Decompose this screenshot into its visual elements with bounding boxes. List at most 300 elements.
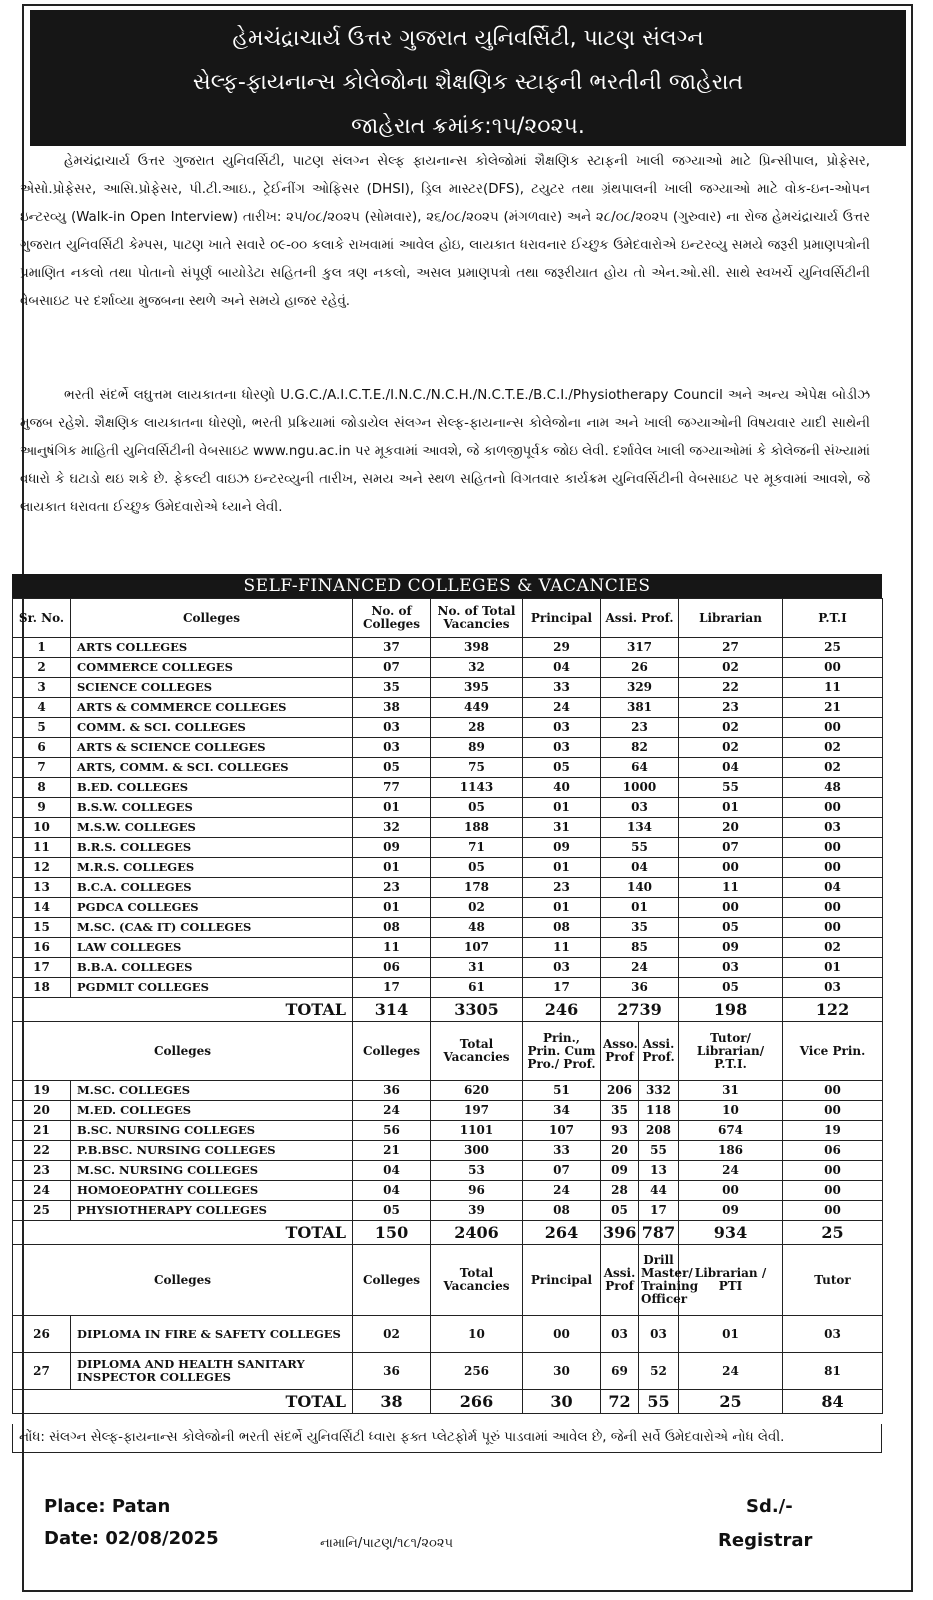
notice-title: સેલ્ફ-ફાયનાન્સ કોલેજોના શૈક્ષણિક સ્ટાફની ભરતીની જાહેરાત <box>192 70 744 95</box>
column-header: Assi. Prof. <box>639 1022 679 1081</box>
date: Date: 02/08/2025 <box>44 1528 219 1549</box>
table-cell: 6 <box>13 738 71 758</box>
table-cell: 02 <box>679 738 783 758</box>
column-header: Tutor/ Librarian/ P.T.I. <box>679 1022 783 1081</box>
college-name: ARTS & SCIENCE COLLEGES <box>71 738 353 758</box>
total-value: 72 <box>601 1390 639 1414</box>
college-name: M.R.S. COLLEGES <box>71 858 353 878</box>
table-cell: 36 <box>601 978 679 998</box>
table-cell: 01 <box>679 1316 783 1353</box>
table-cell: 23 <box>353 878 431 898</box>
college-name: HOMOEOPATHY COLLEGES <box>71 1181 353 1201</box>
table-cell: 17 <box>639 1201 679 1221</box>
table-cell: 24 <box>679 1161 783 1181</box>
table-cell: 13 <box>13 878 71 898</box>
vacancy-table-wrapper <box>12 574 882 1414</box>
reference-number: નામાનિ/પાટણ/૧૮૧/૨૦૨૫ <box>320 1536 454 1551</box>
table-cell: 02 <box>679 718 783 738</box>
table-cell: 2 <box>13 658 71 678</box>
table-cell: 01 <box>783 958 883 978</box>
table-cell: 28 <box>431 718 523 738</box>
table-cell: 30 <box>523 1353 601 1390</box>
table-cell: 24 <box>601 958 679 978</box>
table-cell: 08 <box>353 918 431 938</box>
table-cell: 25 <box>783 638 883 658</box>
table-cell: 03 <box>783 818 883 838</box>
table-cell: 00 <box>679 898 783 918</box>
total-value: 2739 <box>601 998 679 1022</box>
table-cell: 20 <box>601 1141 639 1161</box>
table-cell: 11 <box>679 878 783 898</box>
table-cell: 34 <box>523 1101 601 1121</box>
total-value: 264 <box>523 1221 601 1245</box>
table-cell: 24 <box>679 1353 783 1390</box>
college-name: B.S.W. COLLEGES <box>71 798 353 818</box>
column-header: Colleges <box>13 1022 353 1081</box>
table-row <box>13 1316 883 1353</box>
place: Place: Patan <box>44 1496 171 1517</box>
table-cell: 71 <box>431 838 523 858</box>
college-name: DIPLOMA AND HEALTH SANITARY INSPECTOR COLLEGES <box>71 1353 353 1390</box>
table-cell: 10 <box>679 1101 783 1121</box>
table-cell: 02 <box>783 758 883 778</box>
college-name: B.SC. NURSING COLLEGES <box>71 1121 353 1141</box>
table-row <box>13 1121 883 1141</box>
table-cell: 00 <box>783 658 883 678</box>
table-cell: 4 <box>13 698 71 718</box>
table-cell: 93 <box>601 1121 639 1141</box>
table-cell: 05 <box>431 798 523 818</box>
column-header: Tutor <box>783 1245 883 1316</box>
college-name: B.ED. COLLEGES <box>71 778 353 798</box>
table-cell: 27 <box>13 1353 71 1390</box>
table-cell: 09 <box>523 838 601 858</box>
college-name: ARTS COLLEGES <box>71 638 353 658</box>
table-cell: 55 <box>639 1141 679 1161</box>
table-row <box>13 958 883 978</box>
table-cell: 449 <box>431 698 523 718</box>
table-cell: 395 <box>431 678 523 698</box>
column-header: Principal <box>523 1245 601 1316</box>
registrar: Registrar <box>718 1530 813 1551</box>
table-cell: 33 <box>523 1141 601 1161</box>
table-row <box>13 698 883 718</box>
college-name: B.C.A. COLLEGES <box>71 878 353 898</box>
college-name: PGDMLT COLLEGES <box>71 978 353 998</box>
table-row <box>13 1101 883 1121</box>
table-cell: 89 <box>431 738 523 758</box>
total-value: 25 <box>679 1390 783 1414</box>
table-cell: 8 <box>13 778 71 798</box>
table-cell: 29 <box>523 638 601 658</box>
table-cell: 14 <box>13 898 71 918</box>
table-cell: 17 <box>353 978 431 998</box>
table-row <box>13 1161 883 1181</box>
table-cell: 02 <box>431 898 523 918</box>
table-cell: 03 <box>523 958 601 978</box>
header-banner <box>30 10 906 146</box>
table-cell: 05 <box>523 758 601 778</box>
table-row <box>13 638 883 658</box>
table-cell: 07 <box>679 838 783 858</box>
advertisement-number: જાહેરાત ક્રમાંક:૧૫/૨૦૨૫. <box>351 114 585 139</box>
table-cell: 01 <box>523 858 601 878</box>
table-cell: 31 <box>679 1081 783 1101</box>
column-header: Librarian / PTI <box>679 1245 783 1316</box>
table-cell: 01 <box>523 898 601 918</box>
table-cell: 24 <box>523 1181 601 1201</box>
table-cell: 09 <box>679 1201 783 1221</box>
column-header: Vice Prin. <box>783 1022 883 1081</box>
column-header: No. of Colleges <box>353 599 431 638</box>
table-cell: 01 <box>523 798 601 818</box>
table-row <box>13 1353 883 1390</box>
table-cell: 1101 <box>431 1121 523 1141</box>
table-row <box>13 678 883 698</box>
college-name: COMMERCE COLLEGES <box>71 658 353 678</box>
table-cell: 24 <box>523 698 601 718</box>
table-cell: 05 <box>601 1201 639 1221</box>
table-cell: 18 <box>13 978 71 998</box>
table-cell: 05 <box>431 858 523 878</box>
total-value: 150 <box>353 1221 431 1245</box>
table-cell: 00 <box>783 718 883 738</box>
table-cell: 27 <box>679 638 783 658</box>
table-cell: 188 <box>431 818 523 838</box>
table-cell: 22 <box>13 1141 71 1161</box>
table-cell: 04 <box>353 1161 431 1181</box>
table-cell: 06 <box>353 958 431 978</box>
table-cell: 01 <box>601 898 679 918</box>
college-name: PGDCA COLLEGES <box>71 898 353 918</box>
college-name: DIPLOMA IN FIRE & SAFETY COLLEGES <box>71 1316 353 1353</box>
table-cell: 7 <box>13 758 71 778</box>
table-cell: 01 <box>353 798 431 818</box>
table-row <box>13 1201 883 1221</box>
total-value: 198 <box>679 998 783 1022</box>
table-cell: 24 <box>353 1101 431 1121</box>
table-cell: 02 <box>353 1316 431 1353</box>
column-header: Colleges <box>71 599 353 638</box>
table-cell: 01 <box>679 798 783 818</box>
table-cell: 208 <box>639 1121 679 1141</box>
column-header: Principal <box>523 599 601 638</box>
table-cell: 381 <box>601 698 679 718</box>
table-cell: 32 <box>431 658 523 678</box>
table-cell: 00 <box>783 1201 883 1221</box>
table-cell: 96 <box>431 1181 523 1201</box>
table-cell: 107 <box>431 938 523 958</box>
table-cell: 19 <box>13 1081 71 1101</box>
college-name: M.ED. COLLEGES <box>71 1101 353 1121</box>
table-row <box>13 858 883 878</box>
table-cell: 11 <box>13 838 71 858</box>
table-cell: 06 <box>783 1141 883 1161</box>
table-cell: 23 <box>679 698 783 718</box>
table-cell: 03 <box>783 1316 883 1353</box>
table-cell: 64 <box>601 758 679 778</box>
total-value: 396 <box>601 1221 639 1245</box>
college-name: M.SC. (CA& IT) COLLEGES <box>71 918 353 938</box>
table-cell: 22 <box>679 678 783 698</box>
university-title: હેમચંદ્રાચાર્ય ઉત્તર ગુજરાત યુનિવર્સિટી, પાટણ સંલગ્ન <box>232 26 704 51</box>
table-cell: 24 <box>13 1181 71 1201</box>
table-cell: 17 <box>523 978 601 998</box>
table-cell: 3 <box>13 678 71 698</box>
table-cell: 31 <box>431 958 523 978</box>
table-cell: 256 <box>431 1353 523 1390</box>
table-cell: 16 <box>13 938 71 958</box>
table-row <box>13 778 883 798</box>
column-header: Sr. No. <box>13 599 71 638</box>
table-cell: 05 <box>353 1201 431 1221</box>
table-cell: 61 <box>431 978 523 998</box>
table-cell: 03 <box>353 718 431 738</box>
table-cell: 00 <box>783 898 883 918</box>
table-cell: 1143 <box>431 778 523 798</box>
table-row <box>13 1181 883 1201</box>
table-row <box>13 1081 883 1101</box>
table-cell: 11 <box>523 938 601 958</box>
table-cell: 620 <box>431 1081 523 1101</box>
table-cell: 00 <box>783 1081 883 1101</box>
table-cell: 178 <box>431 878 523 898</box>
intro-paragraph: હેમચંદ્રાચાર્ય ઉત્તર ગુજરાત યુનિવર્સિટી, પાટણ સંલગ્ન સેલ્ફ ફાયનાન્સ કોલેજોમાં શૈક્ષણિક સ્ટાફની ખાલી જગ્યાઓ માટે પ્રિન્સીપાલ, પ્રોફેસર, એસો.પ્રોફેસર, આસિ.પ્રોફેસર, પી.ટી.આઇ., ટ્રેઈનીંગ ઓફિસર (DHSI), ડ્રિલ માસ્ટર(DFS), ટયુટર તથા ગ્રંથપાલની ખાલી જગ્યાઓ માટે વોક-ઇન-ઓપન ઇન્ટરવ્યુ (Walk-in Open Interview) તારીખ: ૨૫/૦૮/૨૦૨૫ (સોમવાર), ૨૬/૦૮/૨૦૨૫ (મંગળવાર) અને ૨૮/૦૮/૨૦૨૫ (ગુરુવાર) ના રોજ હેમચંદ્રાચાર્ય ઉત્તર ગુજરાત યુનિવર્સિટી કેમ્પસ, પાટણ ખાતે સવારે ૦૯-૦૦ કલાકે રાખવામાં આવેલ હોઇ, લાયકાત ધરાવનાર ઈચ્છુક ઉમેદવારોએ ઇન્ટરવ્યુ સમયે જરૂરી પ્રમાણપત્રોની પ્રમાણિત નકલો તથા પોતાનો સંપૂર્ણ બાયોડેટા સહિતની કુલ ત્રણ નકલો, અસલ પ્રમાણપત્રો તથા જરૂરીયાત હોય તો એન.ઓ.સી. સાથે સ્વખર્ચે યુનિવર્સિટીની વેબસાઇટ પર દર્શાવ્યા મુજબના સ્થળે અને સમયે હાજર રહેવું. <box>20 154 870 309</box>
table-cell: 44 <box>639 1181 679 1201</box>
table-header-row <box>13 1022 883 1081</box>
table-cell: 329 <box>601 678 679 698</box>
table-cell: 53 <box>431 1161 523 1181</box>
table-cell: 31 <box>523 818 601 838</box>
table-cell: 09 <box>601 1161 639 1181</box>
college-name: ARTS, COMM. & SCI. COLLEGES <box>71 758 353 778</box>
table-cell: 38 <box>353 698 431 718</box>
college-name: M.SC. NURSING COLLEGES <box>71 1161 353 1181</box>
table-cell: 05 <box>679 978 783 998</box>
table-row <box>13 758 883 778</box>
table-cell: 20 <box>679 818 783 838</box>
table-cell: 19 <box>783 1121 883 1141</box>
table-cell: 5 <box>13 718 71 738</box>
table-cell: 52 <box>639 1353 679 1390</box>
table-cell: 05 <box>353 758 431 778</box>
total-row <box>13 1221 883 1245</box>
table-cell: 00 <box>783 858 883 878</box>
table-cell: 00 <box>783 1101 883 1121</box>
total-value: 314 <box>353 998 431 1022</box>
college-name: B.R.S. COLLEGES <box>71 838 353 858</box>
table-cell: 26 <box>601 658 679 678</box>
table-cell: 69 <box>601 1353 639 1390</box>
table-cell: 00 <box>783 918 883 938</box>
total-value: 122 <box>783 998 883 1022</box>
table-cell: 48 <box>431 918 523 938</box>
table-row <box>13 978 883 998</box>
eligibility-paragraph: ભરતી સંદર્ભે લઘુત્તમ લાયકાતના ધોરણો U.G.C./A.I.C.T.E./I.N.C./N.C.H./N.C.T.E./B.C.I./Physiotherapy Council અને અન્ય એપેક્ષ બોડીઝ મુજબ રહેશે. શૈક્ષણિક લાયકાતના ધોરણો, ભરતી પ્રક્રિયામાં જોડાયેલ સંલગ્ન સેલ્ફ-ફાયનાન્સ કોલેજોના નામ અને ખાલી જગ્યાઓની વિષયવાર યાદી સાથેની આનુષંગિક માહિતી યુનિવર્સિટીની વેબસાઇટ www.ngu.ac.in પર મૂકવામાં આવશે, જે કાળજીપૂર્વક જોઇ લેવી. દર્શાવેલ ખાલી જગ્યાઓમાં કે કોલેજની સંખ્યામાં વધારો કે ઘટાડો થઇ શકે છે. ફેકલ્ટી વાઇઝ ઇન્ટરવ્યુની તારીખ, સમય અને સ્થળ સહિતનો વિગતવાર કાર્યક્રમ યુનિવર્સિટીની વેબસાઇટ પર મૂકવામાં આવશે, જે લાયકાત ધરાવતા ઈચ્છુક ઉમેદવારોએ ધ્યાને લેવી. <box>20 388 870 515</box>
table-cell: 40 <box>523 778 601 798</box>
table-cell: 82 <box>601 738 679 758</box>
column-header: Total Vacancies <box>431 1245 523 1316</box>
total-value: 934 <box>679 1221 783 1245</box>
total-value: 84 <box>783 1390 883 1414</box>
signature: Sd./- <box>746 1496 793 1517</box>
vacancy-table <box>12 598 883 1414</box>
column-header: Drill Master/ Training Officer <box>639 1245 679 1316</box>
table-cell: 02 <box>679 658 783 678</box>
column-header: Colleges <box>353 1022 431 1081</box>
table-cell: 03 <box>679 958 783 978</box>
table-title: SELF-FINANCED COLLEGES & VACANCIES <box>12 574 882 598</box>
note: નોંધ: સંલગ્ન સેલ્ફ-ફાયનાન્સ કોલેજોની ભરતી સંદર્ભે યુનિવર્સિટી ધ્વારા ફક્ત પ્લેટફોર્મ પૂરું પાડવામાં આવેલ છે, જેની સર્વે ઉમેદવારોએ નોધ લેવી. <box>12 1424 882 1453</box>
college-name: SCIENCE COLLEGES <box>71 678 353 698</box>
table-cell: 08 <box>523 918 601 938</box>
table-cell: 21 <box>783 698 883 718</box>
table-cell: 03 <box>523 718 601 738</box>
table-header-row <box>13 1245 883 1316</box>
table-cell: 85 <box>601 938 679 958</box>
table-cell: 35 <box>353 678 431 698</box>
table-row <box>13 1141 883 1161</box>
total-value: 2406 <box>431 1221 523 1245</box>
table-cell: 1000 <box>601 778 679 798</box>
college-name: PHYSIOTHERAPY COLLEGES <box>71 1201 353 1221</box>
table-cell: 1 <box>13 638 71 658</box>
table-cell: 33 <box>523 678 601 698</box>
total-label: TOTAL <box>13 1221 353 1245</box>
table-cell: 03 <box>523 738 601 758</box>
table-row <box>13 838 883 858</box>
table-cell: 134 <box>601 818 679 838</box>
table-cell: 08 <box>523 1201 601 1221</box>
column-header: P.T.I <box>783 599 883 638</box>
table-cell: 317 <box>601 638 679 658</box>
table-cell: 36 <box>353 1353 431 1390</box>
college-name: P.B.BSC. NURSING COLLEGES <box>71 1141 353 1161</box>
table-cell: 03 <box>353 738 431 758</box>
table-row <box>13 718 883 738</box>
table-cell: 55 <box>679 778 783 798</box>
table-cell: 00 <box>523 1316 601 1353</box>
total-value: 266 <box>431 1390 523 1414</box>
table-cell: 09 <box>353 838 431 858</box>
total-label: TOTAL <box>13 1390 353 1414</box>
column-header: Assi. Prof. <box>601 599 679 638</box>
table-cell: 107 <box>523 1121 601 1141</box>
table-cell: 03 <box>783 978 883 998</box>
table-cell: 77 <box>353 778 431 798</box>
table-cell: 206 <box>601 1081 639 1101</box>
table-cell: 07 <box>523 1161 601 1181</box>
college-name: ARTS & COMMERCE COLLEGES <box>71 698 353 718</box>
table-cell: 00 <box>783 838 883 858</box>
total-row <box>13 1390 883 1414</box>
table-cell: 01 <box>353 858 431 878</box>
table-cell: 9 <box>13 798 71 818</box>
table-cell: 10 <box>13 818 71 838</box>
table-cell: 01 <box>353 898 431 918</box>
table-cell: 398 <box>431 638 523 658</box>
column-header: No. of Total Vacancies <box>431 599 523 638</box>
table-row <box>13 658 883 678</box>
table-cell: 04 <box>679 758 783 778</box>
table-cell: 11 <box>353 938 431 958</box>
table-cell: 04 <box>601 858 679 878</box>
table-cell: 23 <box>523 878 601 898</box>
table-cell: 02 <box>783 938 883 958</box>
total-value: 30 <box>523 1390 601 1414</box>
table-cell: 36 <box>353 1081 431 1101</box>
table-cell: 32 <box>353 818 431 838</box>
table-cell: 03 <box>601 1316 639 1353</box>
table-cell: 00 <box>783 798 883 818</box>
column-header: Colleges <box>353 1245 431 1316</box>
table-row <box>13 738 883 758</box>
table-cell: 26 <box>13 1316 71 1353</box>
table-cell: 332 <box>639 1081 679 1101</box>
total-value: 38 <box>353 1390 431 1414</box>
table-cell: 35 <box>601 1101 639 1121</box>
table-cell: 21 <box>353 1141 431 1161</box>
table-cell: 81 <box>783 1353 883 1390</box>
college-name: LAW COLLEGES <box>71 938 353 958</box>
table-cell: 00 <box>679 1181 783 1201</box>
column-header: Total Vacancies <box>431 1022 523 1081</box>
column-header: Assi. Prof <box>601 1245 639 1316</box>
total-row <box>13 998 883 1022</box>
table-cell: 300 <box>431 1141 523 1161</box>
total-value: 25 <box>783 1221 883 1245</box>
table-cell: 12 <box>13 858 71 878</box>
table-cell: 03 <box>639 1316 679 1353</box>
table-cell: 186 <box>679 1141 783 1161</box>
table-cell: 00 <box>783 1181 883 1201</box>
table-cell: 197 <box>431 1101 523 1121</box>
table-cell: 51 <box>523 1081 601 1101</box>
table-cell: 15 <box>13 918 71 938</box>
table-cell: 17 <box>13 958 71 978</box>
table-row <box>13 878 883 898</box>
column-header: Asso. Prof <box>601 1022 639 1081</box>
table-cell: 11 <box>783 678 883 698</box>
college-name: M.S.W. COLLEGES <box>71 818 353 838</box>
table-cell: 23 <box>601 718 679 738</box>
column-header: Prin., Prin. Cum Pro./ Prof. <box>523 1022 601 1081</box>
table-cell: 02 <box>783 738 883 758</box>
table-cell: 55 <box>601 838 679 858</box>
table-cell: 674 <box>679 1121 783 1141</box>
table-cell: 09 <box>679 938 783 958</box>
table-cell: 39 <box>431 1201 523 1221</box>
table-cell: 75 <box>431 758 523 778</box>
table-row <box>13 938 883 958</box>
column-header: Librarian <box>679 599 783 638</box>
table-cell: 00 <box>783 1161 883 1181</box>
table-header-row <box>13 599 883 638</box>
table-row <box>13 918 883 938</box>
table-cell: 56 <box>353 1121 431 1141</box>
college-name: M.SC. COLLEGES <box>71 1081 353 1101</box>
total-value: 246 <box>523 998 601 1022</box>
total-value: 3305 <box>431 998 523 1022</box>
table-cell: 05 <box>679 918 783 938</box>
table-cell: 23 <box>13 1161 71 1181</box>
table-cell: 48 <box>783 778 883 798</box>
table-row <box>13 898 883 918</box>
table-row <box>13 818 883 838</box>
table-cell: 20 <box>13 1101 71 1121</box>
table-cell: 35 <box>601 918 679 938</box>
table-cell: 04 <box>523 658 601 678</box>
